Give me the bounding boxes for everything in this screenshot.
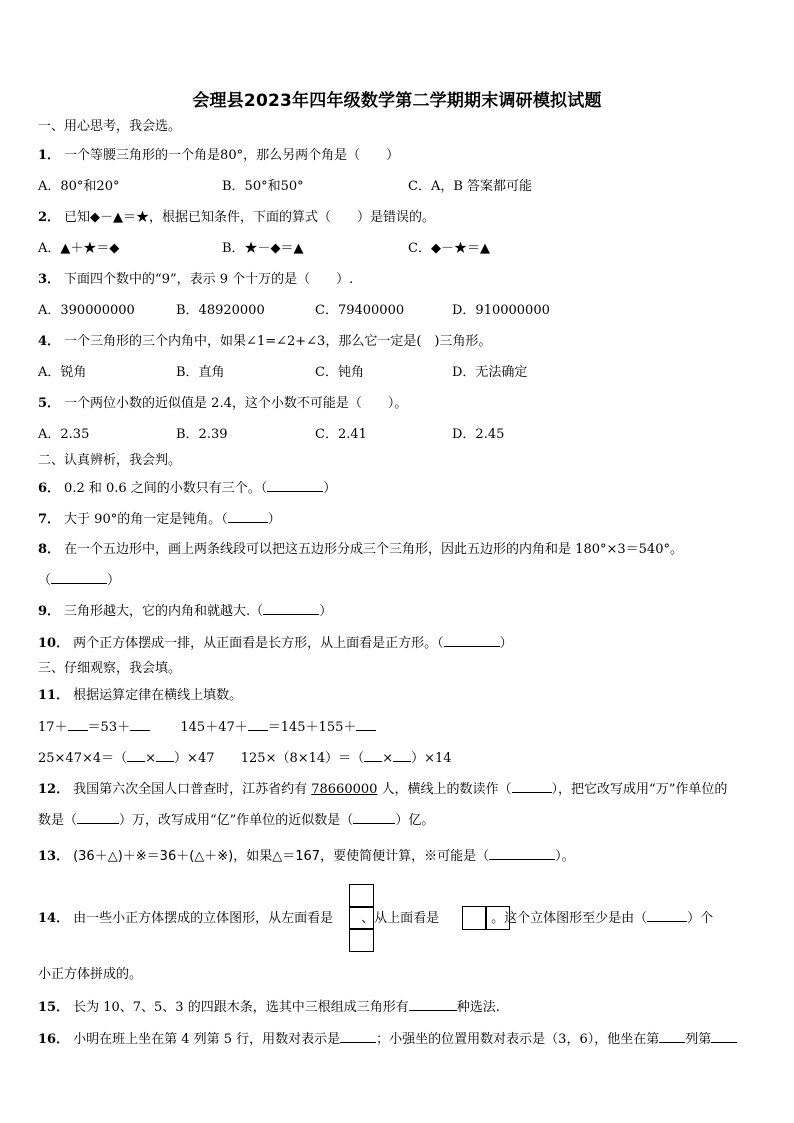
answer-blank[interactable] [444, 634, 500, 647]
answer-blank[interactable] [409, 998, 457, 1011]
question-text: ），把它改写成用“万”作单位的 [551, 782, 728, 797]
paren-close: ） [319, 604, 333, 619]
option-c: C．◆－★＝▲ [408, 241, 490, 256]
question-11-line-1 [38, 718, 376, 737]
option-b: B．2.39 [176, 427, 228, 442]
question-text: 长为 10、7、5、3 的四跟木条，选其中三根组成三角形有 [73, 1000, 409, 1015]
math-expression: △＝167 [272, 849, 321, 864]
answer-blank[interactable] [340, 1030, 376, 1043]
answer-blank[interactable] [248, 718, 268, 731]
option-c: C．钝角 [315, 365, 364, 380]
answer-blank[interactable] [68, 718, 88, 731]
question-text: 人，横线上的数读作（ [377, 782, 512, 797]
question-8 [38, 541, 683, 559]
expr-part: ）×14 [411, 751, 452, 766]
paren-close: ） [107, 573, 121, 588]
answer-blank[interactable] [51, 571, 107, 584]
paren-close: ） [267, 512, 281, 527]
option-c: C．2.41 [315, 427, 367, 442]
option-a: A．▲＋★＝◆ [38, 241, 120, 256]
question-15 [38, 998, 500, 1017]
paren-close: ） [323, 481, 337, 496]
question-11-line-2 [38, 749, 452, 768]
question-text: 由一些小正方体摆成的立体图形，从左面看是 [73, 911, 334, 926]
option-a: A．80°和20° [38, 179, 120, 194]
question-number: 13． [38, 849, 70, 864]
question-12-line-2 [38, 811, 434, 830]
question-14 [38, 909, 713, 928]
question-text: 一个等腰三角形的一个角是80°，那么另两个角是（ ） [64, 148, 400, 163]
question-4 [38, 333, 491, 351]
answer-blank[interactable] [364, 749, 382, 762]
question-number: 6． [38, 481, 61, 496]
section-heading-3: 三、仔细观察，我会填。 [38, 661, 182, 676]
question-text: 、从上面看是 [361, 911, 440, 926]
answer-blank[interactable] [130, 718, 150, 731]
left-view-square [349, 906, 374, 930]
answer-blank[interactable] [489, 847, 555, 860]
paren-open: （ [38, 573, 52, 588]
left-view-square [349, 884, 374, 908]
question-5 [38, 395, 407, 413]
question-text: 一个两位小数的近似值是 2.4，这个小数不可能是（ ）。 [64, 396, 408, 411]
option-d: D．2.45 [452, 427, 505, 442]
option-d: D．无法确定 [452, 365, 528, 380]
answer-blank[interactable] [127, 749, 145, 762]
section-heading-1: 一、用心思考，我会选。 [38, 119, 182, 134]
expr-part: 125×（8×14）＝（ [240, 751, 365, 766]
question-10 [38, 634, 513, 653]
answer-blank[interactable] [647, 909, 687, 922]
top-view-square [485, 906, 510, 930]
question-number: 4． [38, 334, 61, 349]
option-d: D．910000000 [452, 303, 550, 318]
expr-part: × [382, 751, 394, 766]
question-16 [38, 1030, 737, 1049]
question-text: 数是（ [38, 813, 78, 828]
expr-part: ）×47 [174, 751, 215, 766]
question-text: 种选法. [456, 1000, 500, 1015]
question-number: 3． [38, 272, 61, 287]
option-b: B．50°和50° [222, 179, 304, 194]
question-number: 1． [38, 148, 61, 163]
question-number: 14． [38, 911, 70, 926]
question-11 [38, 687, 242, 705]
top-view-square [462, 906, 487, 930]
question-number: 11． [38, 688, 70, 703]
question-12 [38, 780, 727, 799]
page-title: 会理县2023年四年级数学第二学期期末调研模拟试题 [192, 91, 602, 111]
question-text: 下面四个数中的“9”，表示 9 个十万的是（ ）. [64, 272, 354, 287]
question-text: 根据运算定律在横线上填数。 [73, 688, 243, 703]
answer-blank[interactable] [263, 602, 319, 615]
question-text: ）万，改写成用“亿”作单位的近似数是（ [119, 813, 354, 828]
section-heading-2: 二、认真辨析，我会判。 [38, 453, 182, 468]
answer-blank[interactable] [393, 749, 411, 762]
question-text: ，要使简便计算，※可能是（ [320, 849, 490, 864]
question-9 [38, 602, 332, 621]
option-c: C．79400000 [315, 303, 405, 318]
question-text: 小明在班上坐在第 4 列第 5 行，用数对表示是 [73, 1032, 341, 1047]
option-a: A．390000000 [38, 303, 135, 318]
answer-blank[interactable] [228, 510, 268, 523]
answer-blank[interactable] [659, 1030, 685, 1043]
option-b: B．48920000 [176, 303, 265, 318]
question-text: ）个 [687, 911, 714, 926]
paren-close: ） [499, 636, 513, 651]
question-text: 。这个立体图形至少是由（ [491, 911, 648, 926]
question-text: ）。 [555, 849, 575, 864]
question-8-answer [38, 571, 120, 590]
question-number: 8． [38, 542, 61, 557]
option-c: C．A，B 答案都可能 [408, 179, 533, 194]
question-13 [38, 847, 575, 866]
question-text: 一个三角形的三个内角中，如果∠1=∠2+∠3，那么它一定是( )三角形。 [64, 334, 492, 349]
question-number: 10． [38, 636, 70, 651]
question-text: 两个正方体摆成一排，从正面看是长方形，从上面看是正方形。（ [73, 636, 444, 651]
question-text: 已知◆－▲＝★，根据已知条件，下面的算式（ ）是错误的。 [64, 210, 436, 225]
expr-part: ＝53＋ [87, 720, 131, 735]
option-a: A．2.35 [38, 427, 90, 442]
question-3 [38, 271, 353, 289]
question-number: 15． [38, 1000, 70, 1015]
expr-part: 145＋47＋ [180, 720, 248, 735]
answer-blank[interactable] [353, 811, 395, 824]
question-14-line-2: 小正方体拼成的。 [38, 967, 143, 982]
answer-blank[interactable] [512, 780, 552, 793]
question-2 [38, 209, 435, 227]
question-number: 12． [38, 782, 70, 797]
question-text: 0.2 和 0.6 之间的小数只有三个。（ [64, 481, 268, 496]
question-text: 在一个五边形中，画上两条线段可以把这五边形分成三个三角形，因此五边形的内角和是 180°×3＝540°。 [64, 542, 683, 557]
question-number: 2． [38, 210, 61, 225]
underlined-number: 78660000 [311, 782, 378, 797]
expr-part: × [145, 751, 157, 766]
answer-blank[interactable] [267, 479, 323, 492]
question-number: 16． [38, 1032, 70, 1047]
expr-part: ＝145＋155＋ [267, 720, 357, 735]
answer-blank[interactable] [156, 749, 174, 762]
answer-blank[interactable] [77, 811, 119, 824]
question-text: ）亿。 [395, 813, 435, 828]
option-b: B．直角 [176, 365, 225, 380]
answer-blank[interactable] [356, 718, 376, 731]
question-text: ，如果 [233, 849, 273, 864]
answer-blank[interactable] [711, 1030, 737, 1043]
question-number: 5． [38, 396, 61, 411]
question-text: 大于 90°的角一定是钝角。（ [64, 512, 228, 527]
option-b: B．★－◆＝▲ [222, 241, 304, 256]
question-text: 三角形越大，它的内角和就越大.（ [64, 604, 264, 619]
question-1 [38, 147, 399, 165]
question-7 [38, 510, 281, 529]
math-expression: (36＋△)＋※＝36＋(△＋※) [73, 849, 234, 864]
question-text: 我国第六次全国人口普查时，江苏省约有 [73, 782, 312, 797]
option-a: A．锐角 [38, 365, 87, 380]
question-number: 9． [38, 604, 61, 619]
question-6 [38, 479, 336, 498]
expr-part: 25×47×4＝（ [38, 751, 128, 766]
expr-part: 17＋ [38, 720, 68, 735]
question-text: 列第 [685, 1032, 712, 1047]
question-text: ；小强坐的位置用数对表示是（3，6），他坐在第 [376, 1032, 660, 1047]
left-view-square [349, 928, 374, 952]
question-number: 7． [38, 512, 61, 527]
